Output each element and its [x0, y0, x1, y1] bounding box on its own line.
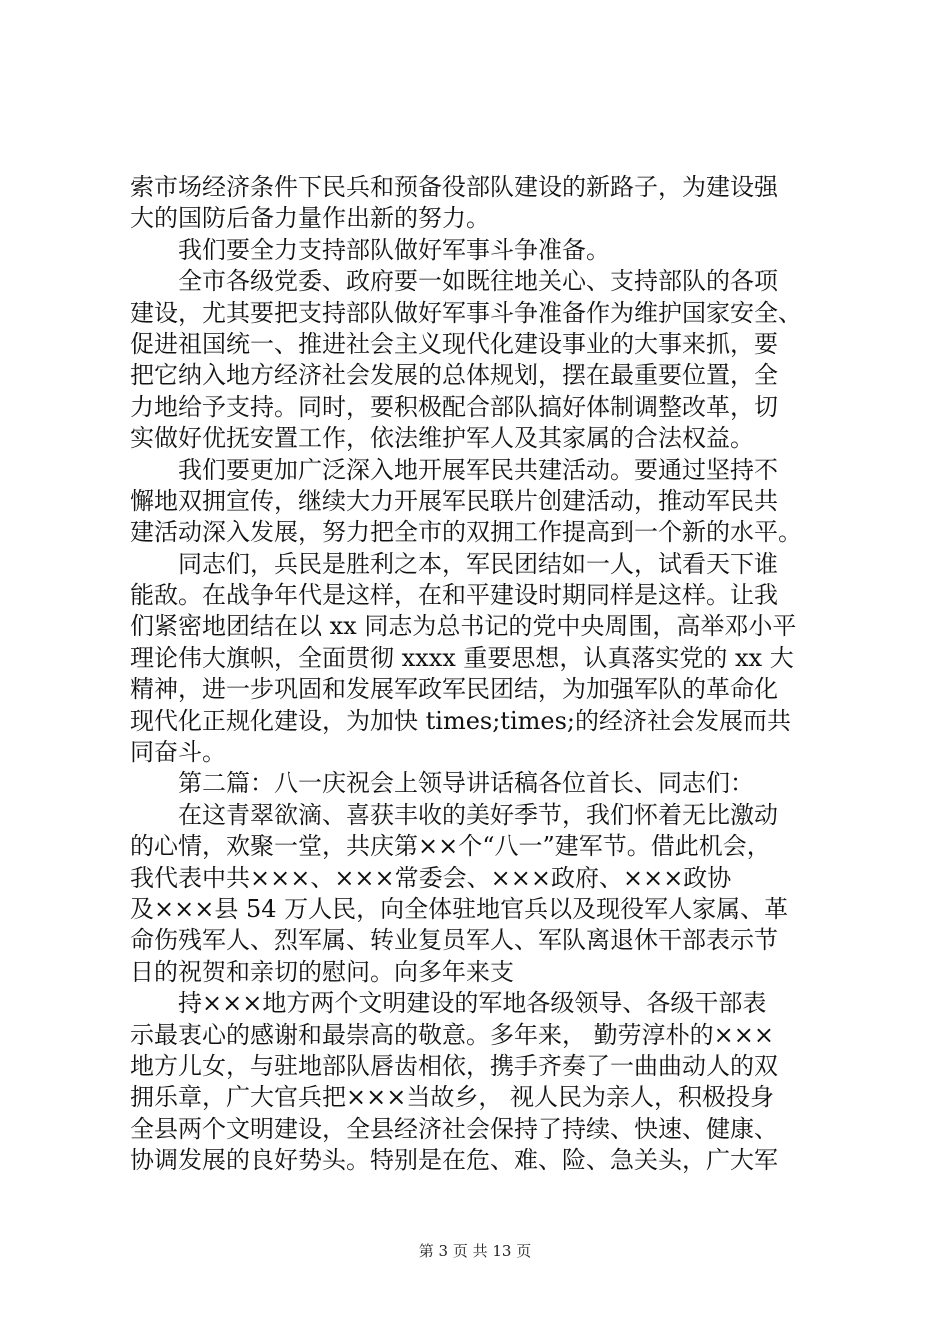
text-line: 及×××县 54 万人民，向全体驻地官兵以及现役军人家属、革 — [130, 894, 789, 923]
text-line: 的心情，欢聚一堂，共庆第××个“八一”建军节。借此机会， — [130, 832, 771, 861]
text-line: 拥乐章，广大官兵把×××当故乡， 视人民为亲人，积极投身 — [130, 1083, 774, 1112]
text-line: 索市场经济条件下民兵和预备役部队建设的新路子，为建设强 — [130, 173, 778, 201]
text-line: 建设，尤其要把支持部队做好军事斗争准备作为维护国家安全、 — [130, 298, 802, 327]
text-line: 我们要更加广泛深入地开展军民共建活动。要通过坚持不 — [178, 455, 778, 484]
text-line: 把它纳入地方经济社会发展的总体规划，摆在最重要位置，全 — [130, 361, 778, 390]
text-line: 促进祖国统一、推进社会主义现代化建设事业的大事来抓，要 — [130, 329, 778, 358]
text-line: 在这青翠欲滴、喜获丰收的美好季节，我们怀着无比激动 — [178, 800, 778, 829]
text-line: 能敌。在战争年代是这样，在和平建设时期同样是这样。让我 — [130, 581, 778, 610]
text-line: 地方儿女，与驻地部队唇齿相依，携手齐奏了一曲曲动人的双 — [130, 1051, 778, 1080]
text-line: 第二篇：八一庆祝会上领导讲话稿各位首长、同志们： — [178, 769, 754, 798]
text-line: 同志们，兵民是胜利之本，军民团结如一人，试看天下谁 — [178, 549, 778, 578]
text-line: 全市各级党委、政府要一如既往地关心、支持部队的各项 — [178, 267, 778, 296]
text-line: 理论伟大旗帜，全面贯彻 xxxx 重要思想，认真落实党的 xx 大 — [130, 643, 794, 672]
text-line: 力地给予支持。同时，要积极配合部队搞好体制调整改革，切 — [130, 392, 778, 421]
text-line: 建活动深入发展，努力把全市的双拥工作提高到一个新的水平。 — [130, 518, 802, 547]
page-footer: 第 3 页 共 13 页 — [418, 1242, 532, 1260]
body-text — [130, 172, 830, 1177]
text-line: 命伤残军人、烈军属、转业复员军人、军队离退休干部表示节 — [130, 926, 778, 955]
text-line: 大的国防后备力量作出新的努力。 — [130, 204, 490, 233]
text-line: 全县两个文明建设，全县经济社会保持了持续、快速、健康、 — [130, 1114, 778, 1143]
text-line: 日的祝贺和亲切的慰问。向多年来支 — [130, 957, 514, 986]
text-line: 懈地双拥宣传，继续大力开展军民联片创建活动，推动军民共 — [130, 486, 778, 515]
text-line: 持×××地方两个文明建设的军地各级领导、各级干部表 — [178, 989, 767, 1018]
text-line: 现代化正规化建设，为加快 times;times;的经济社会发展而共 — [130, 706, 791, 735]
text-line: 示最衷心的感谢和最崇高的敬意。多年来， 勤劳淳朴的××× — [130, 1020, 774, 1049]
text-line: 实做好优抚安置工作，依法维护军人及其家属的合法权益。 — [130, 424, 754, 453]
text-line: 协调发展的良好势头。特别是在危、难、险、急关头，广大军 — [130, 1146, 778, 1175]
text-line: 们紧密地团结在以 xx 同志为总书记的党中央周围，高举邓小平 — [130, 612, 797, 641]
text-line: 我们要全力支持部队做好军事斗争准备。 — [178, 235, 610, 264]
text-line: 我代表中共×××、×××常委会、×××政府、×××政协 — [130, 863, 732, 892]
text-line: 同奋斗。 — [130, 738, 226, 767]
text-line: 精神，进一步巩固和发展军政军民团结，为加强军队的革命化 — [130, 675, 778, 704]
